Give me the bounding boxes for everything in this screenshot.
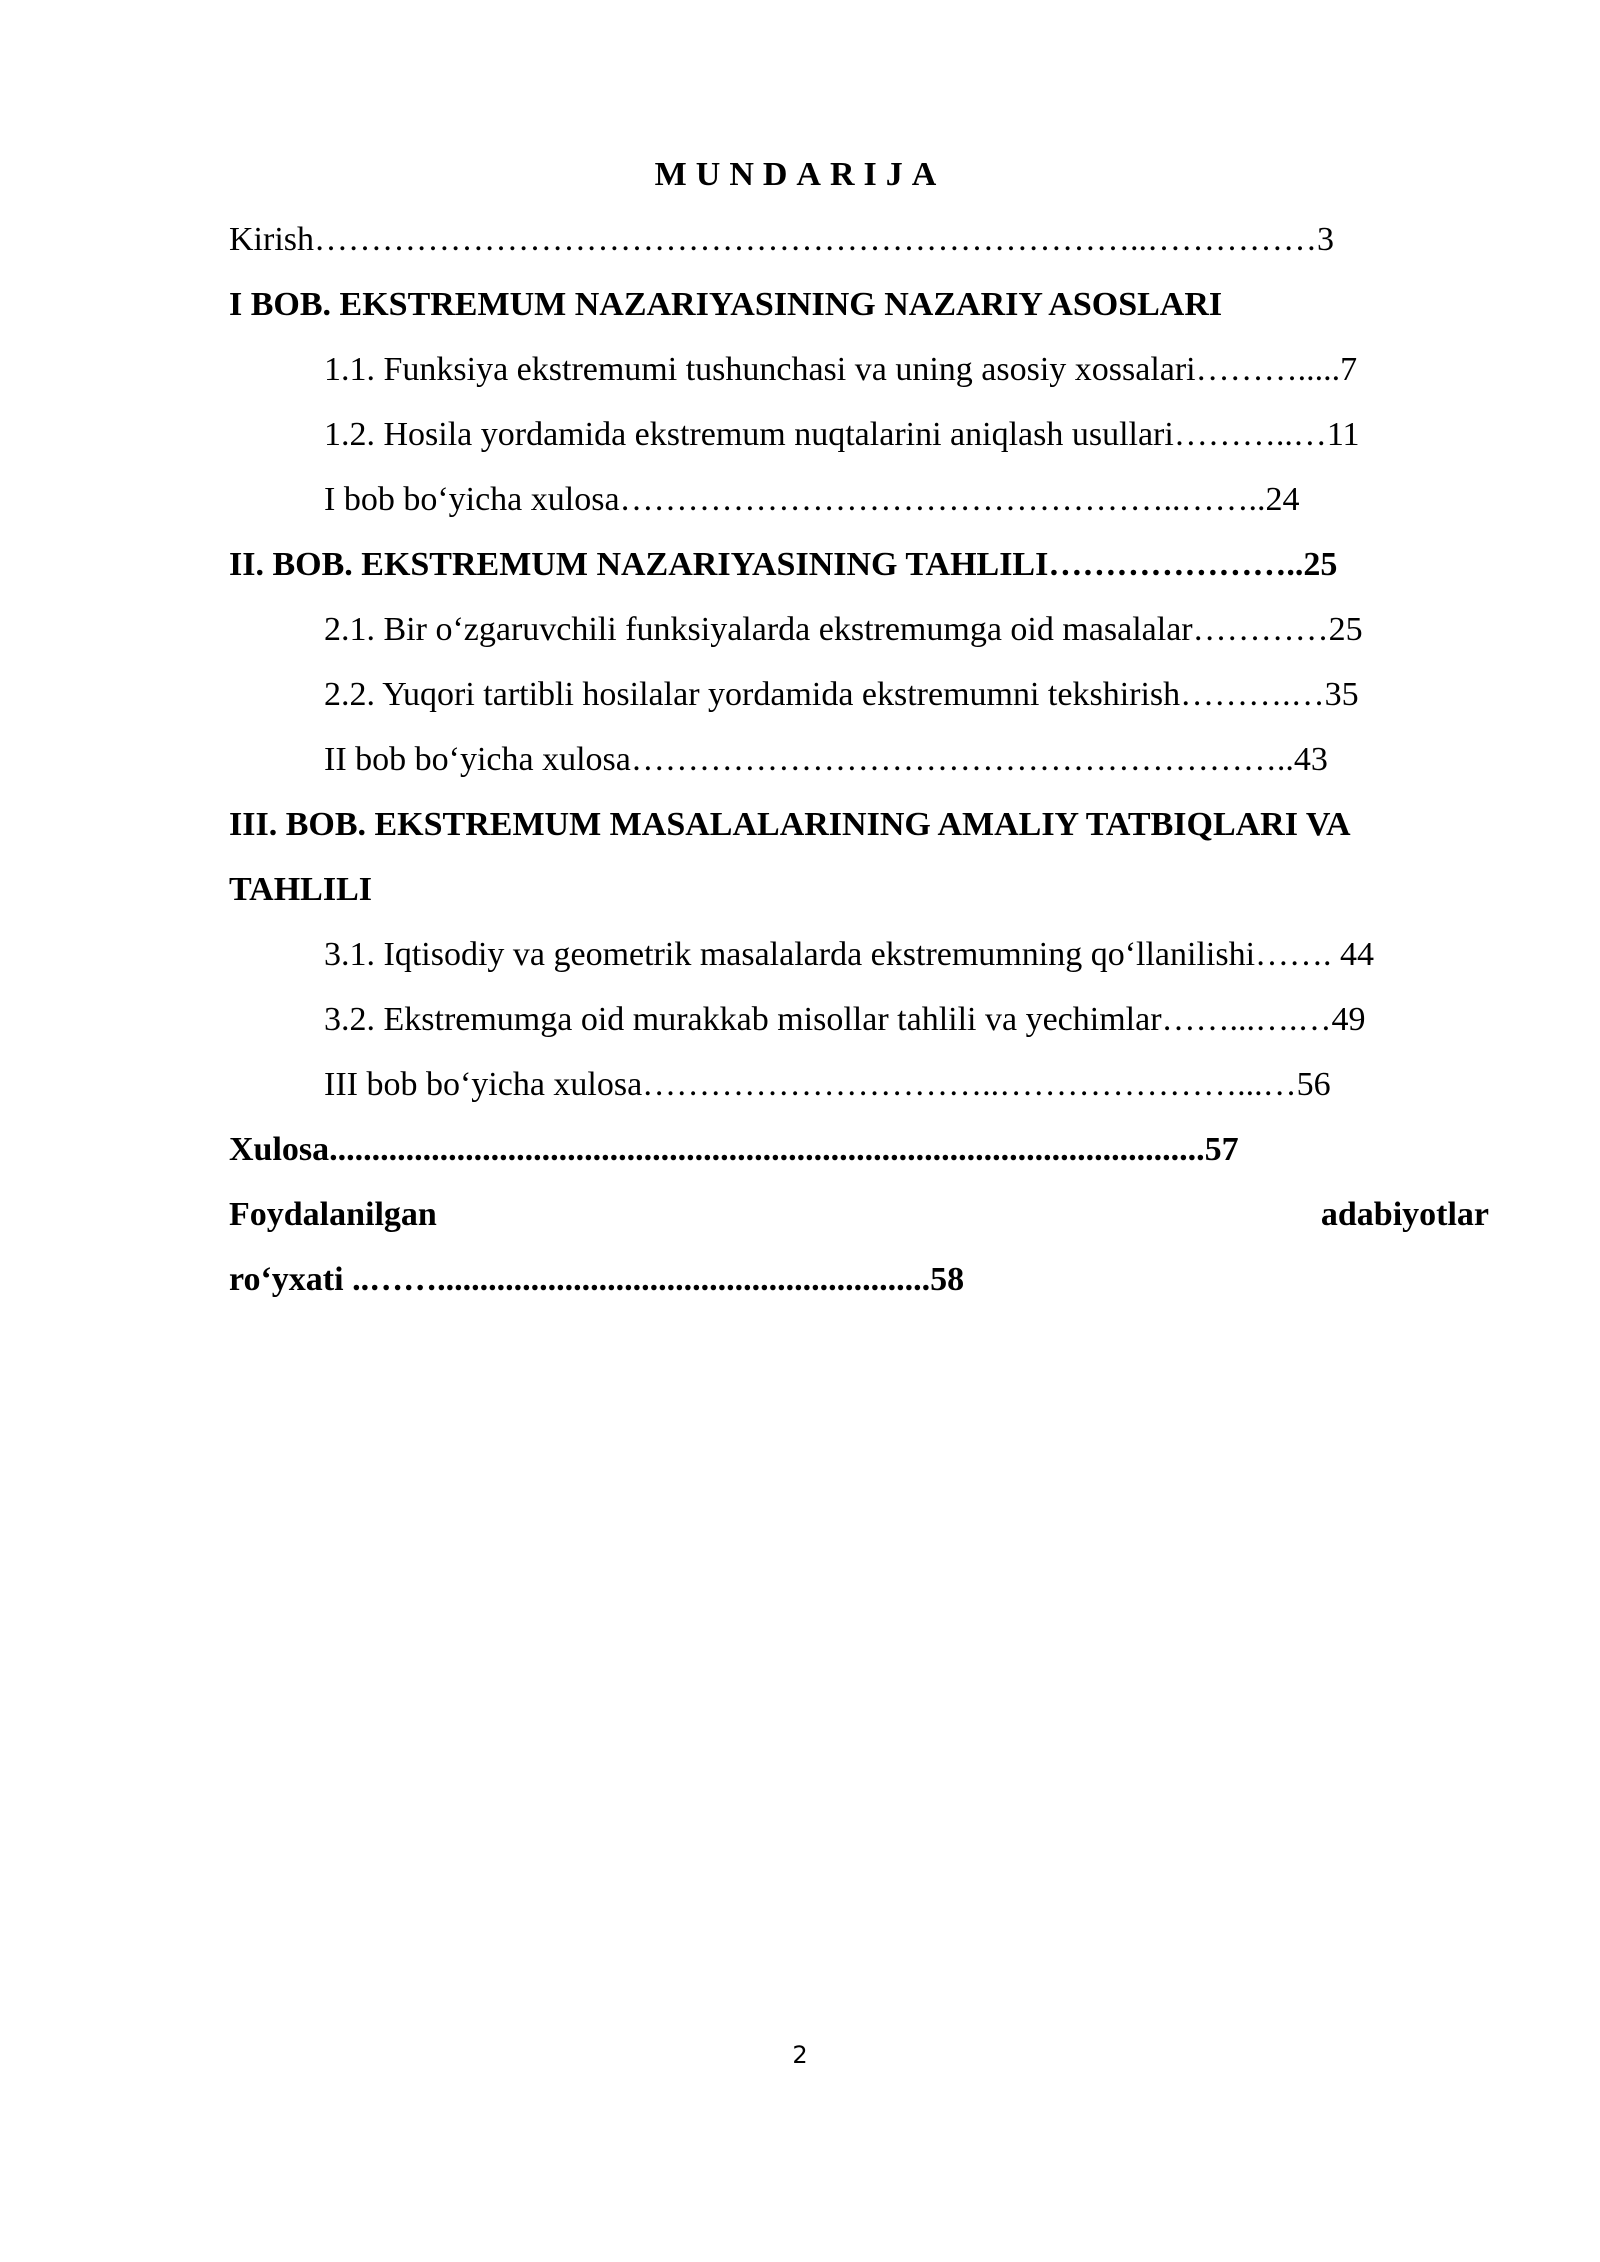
toc-entry-1-1: 1.1. Funksiya ekstremumi tushunchasi va uning asosiy xossalari……….....7 (324, 351, 1358, 388)
toc-entry-references-line-1 (229, 1187, 1489, 1252)
toc-entry-chapter-3-conclusion: III bob bo‘yicha xulosa…………………………..…………………...…56 (324, 1066, 1331, 1103)
toc-chapter-3-heading-line-2: TAHLILI (229, 871, 372, 908)
toc-entry-chapter-1-conclusion: I bob bo‘yicha xulosa…………………………………………..……..24 (324, 481, 1300, 518)
page-title: MUNDARIJA (654, 156, 946, 193)
references-word-2: adabiyotlar (1320, 1196, 1489, 1233)
toc-chapter-2-heading: II. BOB. EKSTREMUM NAZARIYASINING TAHLILI…………………..25 (229, 546, 1338, 583)
references-word-1: Foydalanilgan (229, 1196, 437, 1233)
toc-chapter-1-heading: I BOB. EKSTREMUM NAZARIYASINING NAZARIY ASOSLARI (229, 286, 1223, 323)
toc-entry-kirish: Kirish………………………………………………………………..……………3 (229, 221, 1334, 258)
page-number: 2 (792, 2041, 808, 2069)
toc-entry-chapter-2-conclusion: II bob bo‘yicha xulosa…………………………………………………..43 (324, 741, 1328, 778)
toc-entry-2-1: 2.1. Bir o‘zgaruvchili funksiyalarda ekstremumga oid masalalar…………25 (324, 611, 1363, 648)
toc-entry-2-2: 2.2. Yuqori tartibli hosilalar yordamida ekstremumni tekshirish……….…35 (324, 676, 1359, 713)
toc-entry-xulosa: Xulosa.......................................................................................................57 (229, 1131, 1239, 1168)
toc-entry-3-2: 3.2. Ekstremumga oid murakkab misollar tahlili va yechimlar……...….…49 (324, 1001, 1366, 1038)
toc-entry-references-line-2: ro‘yxati ..……..........................................................58 (229, 1261, 965, 1298)
toc-entry-3-1: 3.1. Iqtisodiy va geometrik masalalarda ekstremumning qo‘llanilishi……. 44 (324, 936, 1375, 973)
toc-entry-1-2: 1.2. Hosila yordamida ekstremum nuqtalarini aniqlash usullari………..…11 (324, 416, 1360, 453)
table-of-contents (229, 212, 1489, 1317)
toc-chapter-3-heading-line-1: III. BOB. EKSTREMUM MASALALARINING AMALIY TATBIQLARI VA (229, 806, 1351, 843)
